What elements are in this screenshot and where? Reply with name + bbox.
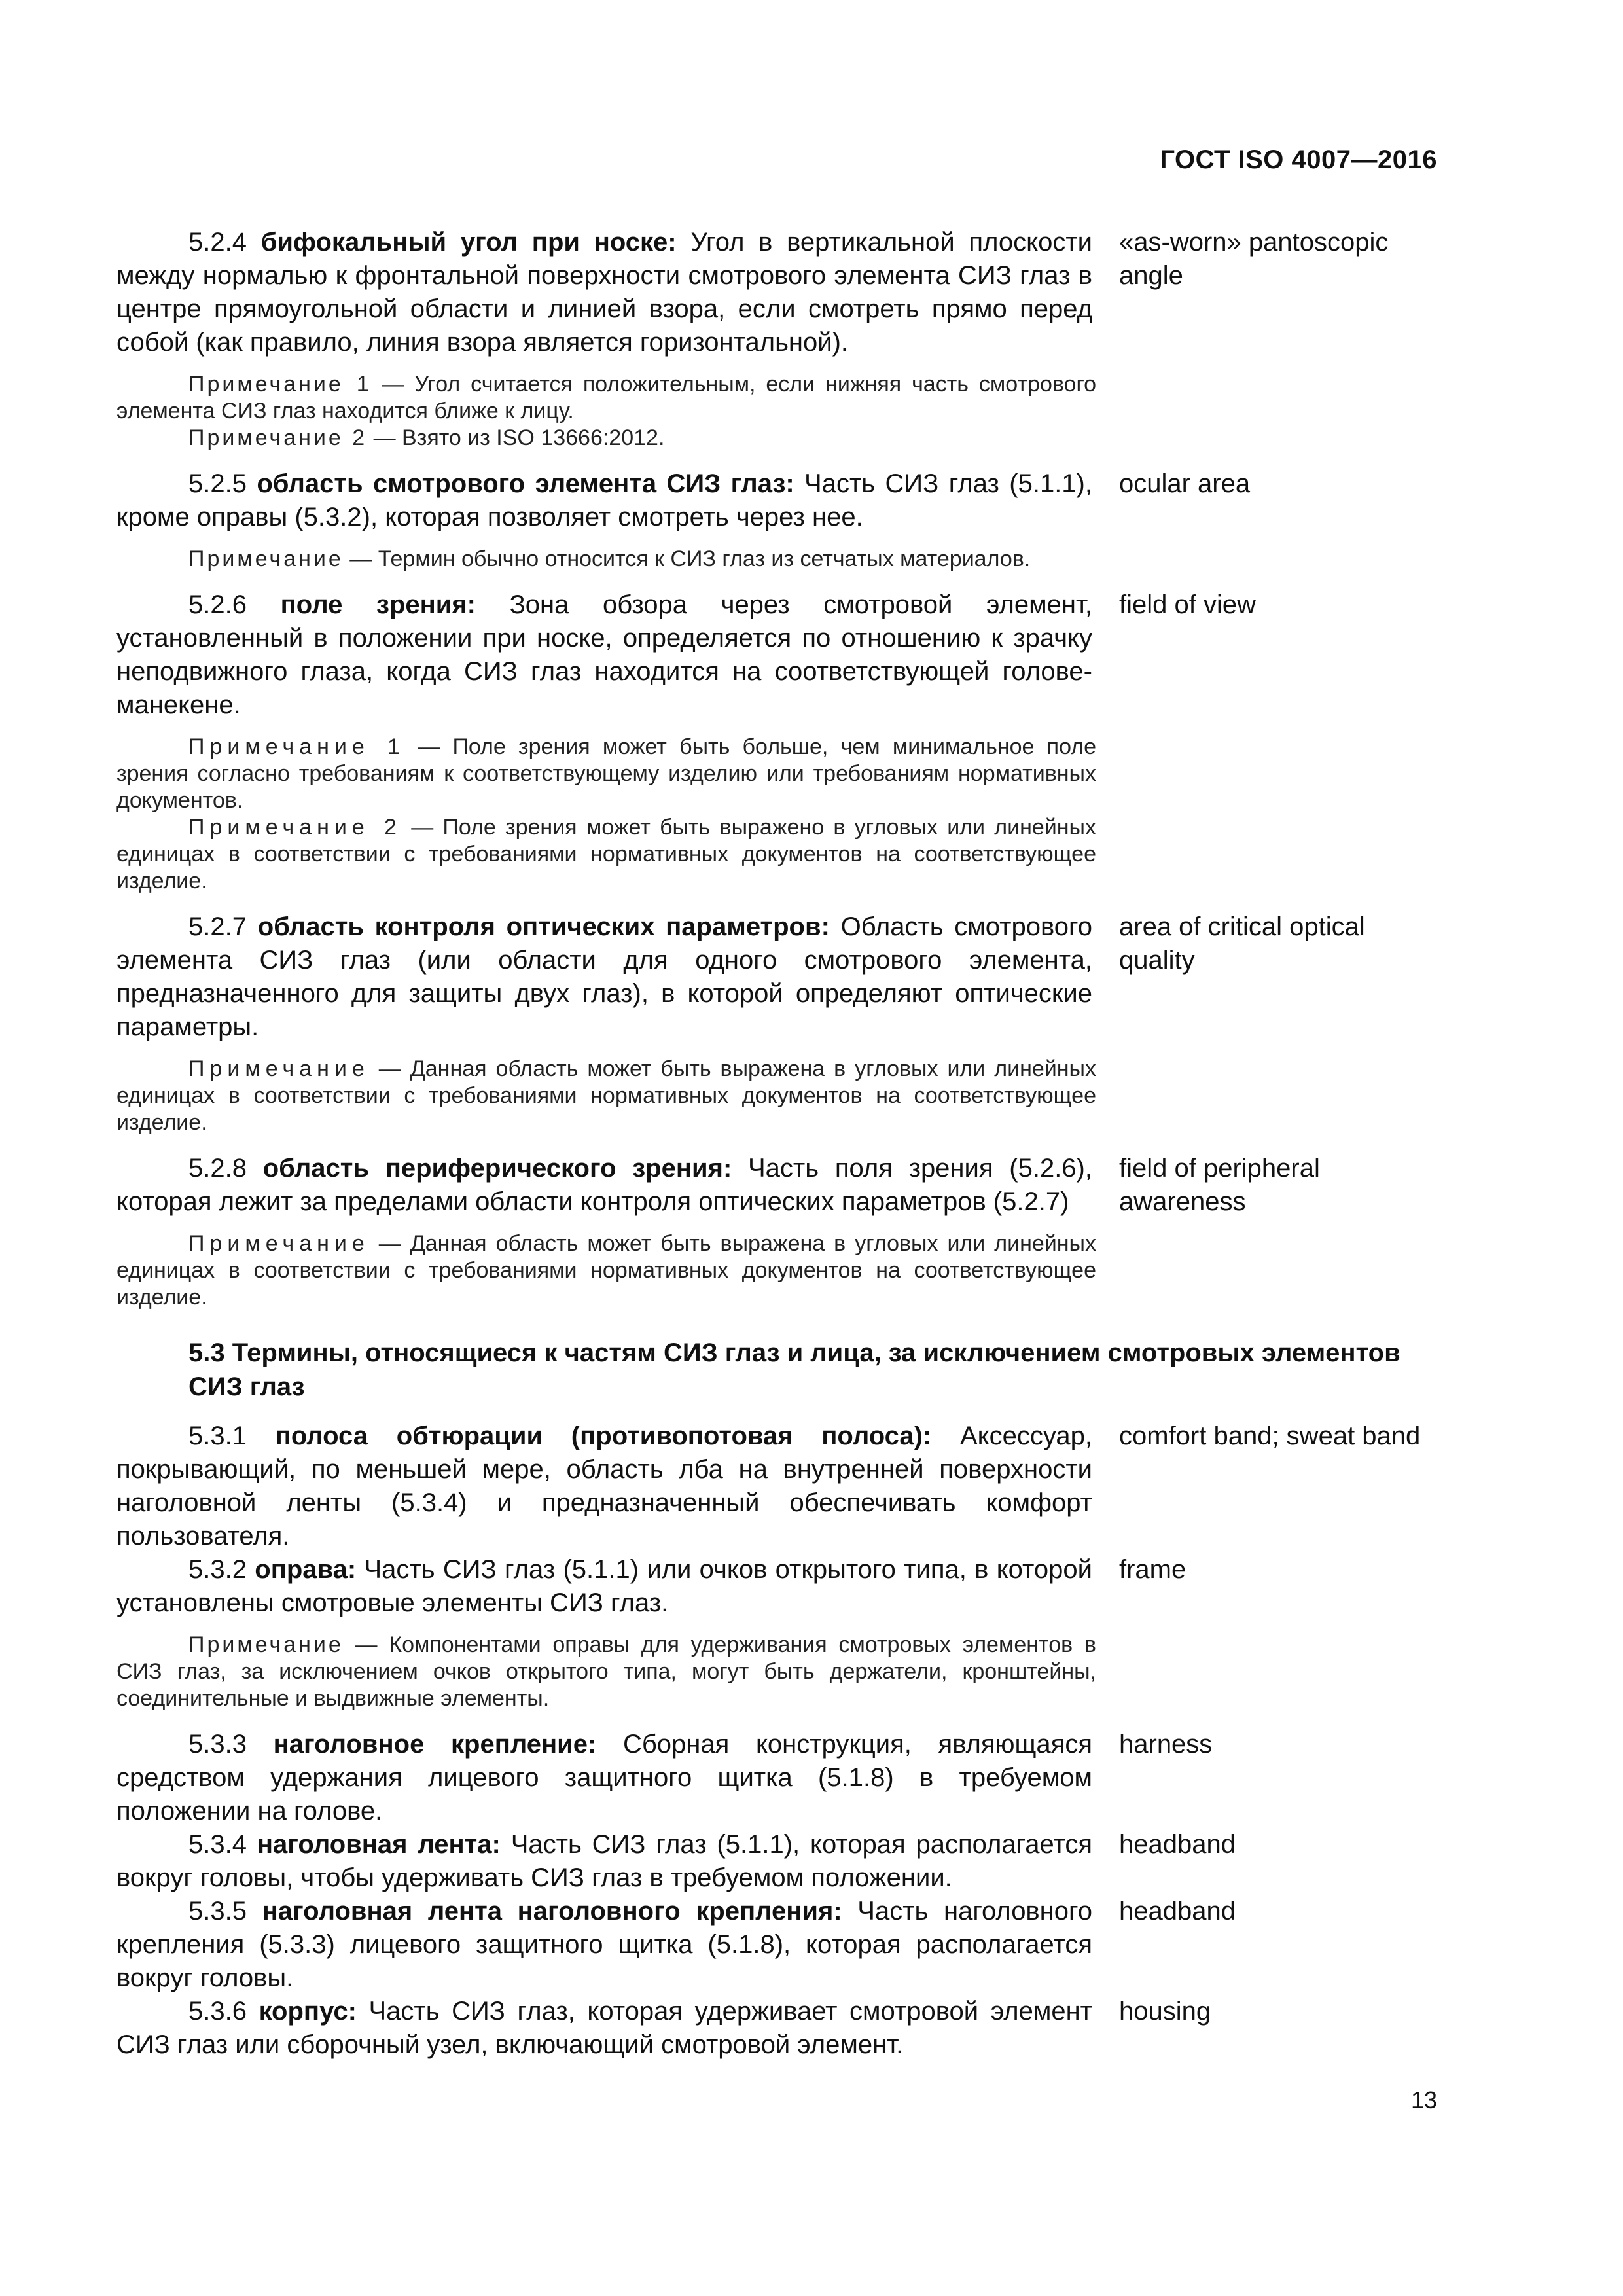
- note-label: Примечание 2: [188, 815, 402, 840]
- term-entry-5-3-3: [116, 1728, 1445, 1828]
- note: [116, 734, 1096, 814]
- note: [116, 1056, 1096, 1136]
- term-number: 5.2.6: [188, 590, 247, 619]
- note: [116, 371, 1096, 425]
- note-text: — Данная область может быть выражена в угловых или линейных единицах в соответствии с требованиями нормативных документов на соответствующее изделие.: [116, 1056, 1096, 1135]
- term-entry-5-2-6: [116, 588, 1445, 722]
- note: [116, 1230, 1096, 1311]
- term-text: Часть наголовного крепления (5.3.3) лицевого защитного щитка (5.1.8), которая располагается вокруг головы.: [116, 1897, 1092, 1992]
- term-entry-5-2-5: [116, 467, 1445, 534]
- term-entry-5-3-5: [116, 1895, 1445, 1995]
- term-text: Часть СИЗ глаз (5.1.1) или очков открытого типа, в которой установлены смотровые элементы СИЗ глаз.: [116, 1555, 1092, 1617]
- notes-5-2-6: [116, 734, 1096, 895]
- term-text: Сборная конструкция, являющаяся средством удержания лицевого защитного щитка (5.1.8) в требуемом положении на голове.: [116, 1730, 1092, 1825]
- term-english: comfort band; sweat band: [1119, 1422, 1421, 1450]
- note-text: — Компонентами оправы для удерживания смотровых элементов в СИЗ глаз, за исключением очков открытого типа, могут быть держатели, кронштейны, соединительные и выдвижные элементы.: [116, 1632, 1096, 1711]
- term-text: Зона обзора через смотровой элемент, установленный в положении при носке, определяется по отношению к зрачку неподвижного глаза, когда СИЗ глаз находится на соответствующей голове-манекене.: [116, 590, 1092, 719]
- term-definition: [116, 1152, 1092, 1219]
- term-entry-5-3-1: [116, 1420, 1445, 1553]
- term-name: область периферического зрения:: [262, 1154, 732, 1183]
- term-name: корпус:: [259, 1997, 357, 2026]
- term-name: оправа:: [255, 1555, 357, 1584]
- term-number: 5.3.1: [188, 1422, 247, 1450]
- term-english: headband: [1119, 1897, 1236, 1926]
- term-number: 5.3.3: [188, 1730, 247, 1759]
- term-english: harness: [1119, 1730, 1213, 1759]
- term-entry-5-3-2: [116, 1553, 1445, 1620]
- term-english: frame: [1119, 1555, 1186, 1584]
- note-text: — Поле зрения может быть выражено в угловых или линейных единицах в соответствии с требованиями нормативных документов на соответствующее изделие.: [116, 815, 1096, 893]
- term-definition: [116, 910, 1092, 1044]
- note-label: Примечание: [188, 1231, 370, 1256]
- term-definition: [116, 1895, 1092, 1995]
- note-text: — Взято из ISO 13666:2012.: [367, 425, 665, 450]
- term-english: area of critical optical quality: [1119, 912, 1365, 975]
- term-entry-5-2-7: [116, 910, 1445, 1044]
- note-text: — Термин обычно относится к СИЗ глаз из сетчатых материалов.: [343, 547, 1031, 571]
- term-definition: [116, 1995, 1092, 2062]
- term-text: Часть поля зрения (5.2.6), которая лежит за пределами области контроля оптических параметров (5.2.7): [116, 1154, 1092, 1216]
- note-label: Примечание 1: [188, 734, 405, 759]
- term-text: Часть СИЗ глаз, которая удерживает смотровой элемент СИЗ глаз или сборочный узел, включающий смотровой элемент.: [116, 1997, 1092, 2059]
- document-body: [116, 226, 1445, 2062]
- notes-5-2-5: [116, 546, 1096, 573]
- term-definition: [116, 1553, 1092, 1620]
- note: [116, 425, 1096, 452]
- term-english: ocular area: [1119, 469, 1251, 498]
- term-name: наголовная лента наголовного крепления:: [262, 1897, 842, 1926]
- note-text: — Поле зрения может быть больше, чем минимальное поле зрения согласно требованиям к соответствующему изделию или требованиям нормативных документов.: [116, 734, 1096, 813]
- term-name: наголовная лента:: [257, 1830, 501, 1859]
- term-entry-5-3-6: [116, 1995, 1445, 2062]
- term-english: «as-worn» pantoscopic angle: [1119, 228, 1389, 290]
- document-code-header: ГОСТ ISO 4007—2016: [1160, 145, 1437, 174]
- note: [116, 814, 1096, 895]
- note-label: Примечание: [188, 1632, 344, 1657]
- term-definition: [116, 1728, 1092, 1828]
- note: [116, 546, 1096, 573]
- notes-5-3-2: [116, 1632, 1096, 1712]
- term-definition: [116, 1828, 1092, 1895]
- term-name: область контроля оптических параметров:: [257, 912, 830, 941]
- term-number: 5.3.2: [188, 1555, 247, 1584]
- term-text: Часть СИЗ глаз (5.1.1), кроме оправы (5.3.2), которая позволяет смотреть через нее.: [116, 469, 1092, 531]
- note: [116, 1632, 1096, 1712]
- note-text: — Данная область может быть выражена в угловых или линейных единицах в соответствии с требованиями нормативных документов на соответствующее изделие.: [116, 1231, 1096, 1310]
- term-number: 5.3.6: [188, 1997, 247, 2026]
- term-definition: [116, 1420, 1092, 1553]
- page-number: 13: [1410, 2087, 1437, 2113]
- term-text: Угол в вертикальной плоскости между нормалью к фронтальной поверхности смотрового элемента СИЗ глаз в центре прямоугольной области и линией взора, если смотреть прямо перед собой (как правило, линия взора является горизонтальной).: [116, 228, 1092, 357]
- term-definition: [116, 226, 1092, 359]
- term-english: housing: [1119, 1997, 1211, 2026]
- note-label: Примечание: [188, 1056, 370, 1081]
- term-definition: [116, 588, 1092, 722]
- term-name: поле зрения:: [280, 590, 476, 619]
- term-name: полоса обтюрации (противопотовая полоса):: [275, 1422, 932, 1450]
- notes-5-2-4: [116, 371, 1096, 452]
- term-english: field of view: [1119, 590, 1256, 619]
- term-number: 5.2.4: [188, 228, 247, 257]
- term-number: 5.2.8: [188, 1154, 247, 1183]
- term-english: field of peripheral awareness: [1119, 1154, 1320, 1216]
- term-entry-5-2-8: [116, 1152, 1445, 1219]
- term-text: Область смотрового элемента СИЗ глаз (или области для одного смотрового элемента, предназначенного для защиты двух глаз), в которой определяют оптические параметры.: [116, 912, 1092, 1041]
- notes-5-2-8: [116, 1230, 1096, 1311]
- term-name: бифокальный угол при носке:: [260, 228, 677, 257]
- term-entry-5-2-4: [116, 226, 1445, 359]
- note-text: — Угол считается положительным, если нижняя часть смотрового элемента СИЗ глаз находится ближе к лицу.: [116, 372, 1097, 423]
- term-number: 5.3.4: [188, 1830, 247, 1859]
- note-label: Примечание 2: [188, 425, 368, 450]
- term-english: headband: [1119, 1830, 1236, 1859]
- term-text: Часть СИЗ глаз (5.1.1), которая располагается вокруг головы, чтобы удерживать СИЗ глаз в требуемом положении.: [116, 1830, 1092, 1892]
- term-entry-5-3-4: [116, 1828, 1445, 1895]
- term-text: Аксессуар, покрывающий, по меньшей мере, область лба на внутренней поверхности наголовной ленты (5.3.4) и предназначенный обеспечивать комфорт пользователя.: [116, 1422, 1092, 1551]
- term-definition: [116, 467, 1092, 534]
- term-name: наголовное крепление:: [273, 1730, 597, 1759]
- term-name: область смотрового элемента СИЗ глаз:: [257, 469, 794, 498]
- section-heading-5-3: 5.3 Термины, относящиеся к частям СИЗ глаз и лица, за исключением смотровых элементов СИЗ глаз: [188, 1338, 1400, 1401]
- term-number: 5.3.5: [188, 1897, 247, 1926]
- note-label: Примечание 1: [188, 372, 372, 397]
- note-label: Примечание: [188, 547, 344, 571]
- term-number: 5.2.5: [188, 469, 247, 498]
- notes-5-2-7: [116, 1056, 1096, 1136]
- term-number: 5.2.7: [188, 912, 247, 941]
